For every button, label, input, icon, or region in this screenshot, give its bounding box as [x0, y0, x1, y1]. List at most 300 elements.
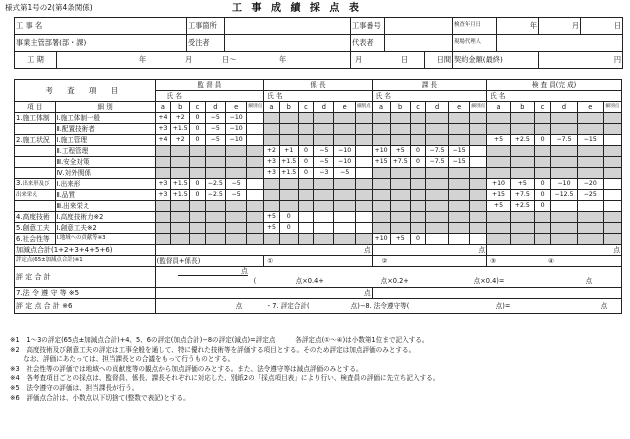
- item-category-label: 1.施工体制: [16, 113, 50, 122]
- manager-grade-cell: [390, 168, 410, 179]
- supervisor-grade-cell: [171, 223, 190, 234]
- chief-grade-cell: [314, 201, 334, 212]
- chief-grade-cell[interactable]: +5: [264, 212, 279, 223]
- manager-grade-c: c: [410, 102, 425, 113]
- eval-parts: (監督員+係長): [156, 256, 201, 265]
- manager-grade-cell[interactable]: +7.5: [390, 157, 410, 168]
- chief-score-cell: [355, 234, 372, 245]
- inspector-grade-cell: [487, 124, 511, 135]
- final-f2: 点)−8. 法令遵守等(: [350, 302, 410, 310]
- chief-grade-cell[interactable]: −5: [314, 157, 334, 168]
- inspect-month[interactable]: 月: [539, 18, 581, 35]
- chief-score-cell[interactable]: [355, 168, 372, 179]
- contract-amount-field[interactable]: 円: [539, 52, 623, 69]
- contractor-field[interactable]: [225, 35, 351, 52]
- supervisor-grade-cell: [225, 223, 246, 234]
- inspector-grade-cell: [551, 234, 577, 245]
- inspector-grade-e: e: [577, 102, 603, 113]
- inspector-grade-cell: [577, 201, 603, 212]
- chief-grade-cell: [314, 190, 334, 201]
- inspect-date-label: 検査年月日: [453, 18, 497, 35]
- manager-grade-cell: [372, 190, 390, 201]
- contractor-label: 受注者: [187, 35, 225, 52]
- supervisor-grade-cell: [171, 157, 190, 168]
- supervisor-grade-cell[interactable]: +3: [155, 179, 170, 190]
- representative-field[interactable]: [385, 35, 453, 52]
- item-category: [15, 157, 56, 168]
- manager-grade-cell: [448, 113, 469, 124]
- item-category-label: 6.社会性等: [16, 234, 50, 243]
- inspect-day[interactable]: 日: [581, 18, 623, 35]
- supervisor-grade-cell[interactable]: +3: [155, 190, 170, 201]
- chief-grade-cell: [264, 201, 279, 212]
- chief-grade-cell[interactable]: 0: [298, 157, 313, 168]
- manager-grade-cell: [426, 212, 449, 223]
- item-detail: Ⅱ.工程管理: [55, 146, 155, 157]
- manager-score-cell[interactable]: [470, 146, 487, 157]
- chief-grade-cell: [334, 234, 355, 245]
- supervisor-grade-cell: [155, 201, 170, 212]
- office-label: 事業主管部署(部・課): [15, 35, 187, 52]
- supervisor-score-cell: [247, 146, 264, 157]
- added-total-sv-chief[interactable]: 点: [155, 245, 372, 256]
- chief-grade-cell: [334, 223, 355, 234]
- chief-grade-d: d: [314, 102, 334, 113]
- inspector-grade-cell: [551, 157, 577, 168]
- inspector-score-cell[interactable]: [603, 135, 621, 146]
- manager-grade-cell: [372, 135, 390, 146]
- manager-grade-cell: [372, 223, 390, 234]
- manager-grade-cell: [426, 201, 449, 212]
- inspector-grade-cell: [551, 201, 577, 212]
- inspector-score-cell: [603, 234, 621, 245]
- circle-4: ④: [547, 256, 554, 265]
- inspector-score-cell: [603, 223, 621, 234]
- inspector-grade-cell: [534, 124, 551, 135]
- chief-grade-cell[interactable]: +3: [264, 168, 279, 179]
- inspector-grade-cell[interactable]: +15: [487, 190, 511, 201]
- inspector-grade-cell: [577, 168, 603, 179]
- inspect-year[interactable]: 年: [497, 18, 539, 35]
- chief-score-header: 細別点: [355, 102, 372, 113]
- manager-grade-cell: [410, 168, 425, 179]
- manager-grade-cell[interactable]: +15: [372, 157, 390, 168]
- inspector-grade-cell[interactable]: +5: [487, 201, 511, 212]
- manager-grade-cell[interactable]: −7.5: [426, 146, 449, 157]
- period-field[interactable]: [57, 52, 351, 69]
- manager-score-cell: [470, 168, 487, 179]
- period-start-year: 年: [139, 55, 147, 64]
- supervisor-grade-cell: [190, 234, 205, 245]
- manager-name-label: 氏 名: [375, 91, 391, 100]
- manager-grade-cell: [426, 190, 449, 201]
- chief-grade-cell: [264, 113, 279, 124]
- chief-grade-cell[interactable]: +3: [264, 157, 279, 168]
- supervisor-score-cell: [247, 223, 264, 234]
- period-label: 工 期: [15, 52, 57, 69]
- chief-grade-cell[interactable]: +5: [264, 223, 279, 234]
- inspector-grade-cell: [577, 223, 603, 234]
- chief-grade-cell: [298, 212, 313, 223]
- manager-grade-cell: [426, 223, 449, 234]
- inspector-grade-cell[interactable]: 0: [534, 135, 551, 146]
- inspector-score-cell[interactable]: [603, 179, 621, 190]
- inspector-grade-cell[interactable]: 0: [534, 190, 551, 201]
- inspector-grade-cell: [510, 212, 534, 223]
- chief-score-cell: [355, 113, 372, 124]
- period-end-day: 日: [401, 55, 409, 64]
- footnote: ※2 高度技術及び創意工夫の評定は工事全般を通して、特に優れた技術等を評価する項目とする。そのため評定は加点評価のみとする。: [10, 345, 416, 354]
- supervisor-grade-cell[interactable]: +1.5: [171, 190, 190, 201]
- manager-grade-cell[interactable]: +10: [372, 234, 390, 245]
- eval-calc-field[interactable]: [155, 267, 621, 288]
- item-detail: Ⅲ.安全対策: [55, 157, 155, 168]
- supervisor-score-cell: [247, 212, 264, 223]
- inspector-score-cell[interactable]: [603, 201, 621, 212]
- chief-grade-cell: [298, 135, 313, 146]
- manager-score-cell[interactable]: [470, 234, 487, 245]
- period-end-field[interactable]: [351, 52, 425, 69]
- eval-score-circle-1[interactable]: [264, 256, 372, 267]
- chief-grade-cell[interactable]: 0: [298, 146, 313, 157]
- chief-grade-cell[interactable]: −3: [314, 168, 334, 179]
- item-label: 項 目: [15, 102, 56, 113]
- item-category: [15, 168, 56, 179]
- manager-grade-cell[interactable]: +5: [390, 146, 410, 157]
- inspector-grade-cell: [487, 234, 511, 245]
- supervisor-grade-cell: [225, 201, 246, 212]
- added-total-label: 加減点合計(1+2+3+4+5+6): [15, 245, 156, 256]
- item-category: [15, 124, 56, 135]
- manager-grade-cell[interactable]: +10: [372, 146, 390, 157]
- supervisor-grade-cell[interactable]: +2: [171, 113, 190, 124]
- chief-grade-cell[interactable]: +2: [264, 146, 279, 157]
- supervisor-grade-cell[interactable]: 0: [190, 124, 205, 135]
- inspector-grade-cell: [534, 234, 551, 245]
- inspector-grade-cell: [551, 146, 577, 157]
- inspector-grade-cell[interactable]: −15: [577, 135, 603, 146]
- manager-grade-cell: [410, 135, 425, 146]
- supervisor-grade-cell[interactable]: 0: [190, 135, 205, 146]
- chief-grade-cell: [279, 201, 298, 212]
- manager-grade-cell: [426, 234, 449, 245]
- inspector-grade-cell: [534, 113, 551, 124]
- inspector-grade-cell: [510, 223, 534, 234]
- inspector-grade-cell[interactable]: +5: [510, 179, 534, 190]
- chief-grade-cell: [264, 190, 279, 201]
- supervisor-grade-cell: [205, 168, 225, 179]
- supervisor-name[interactable]: [155, 91, 264, 102]
- manager-grade-cell: [426, 135, 449, 146]
- supervisor-grade-cell[interactable]: −2.5: [205, 179, 225, 190]
- manager-grade-cell[interactable]: +5: [390, 234, 410, 245]
- supervisor-score-cell[interactable]: [247, 124, 264, 135]
- manager-score-cell[interactable]: [470, 157, 487, 168]
- header-table: [14, 17, 623, 69]
- supervisor-grade-cell: [205, 234, 225, 245]
- chief-grade-cell[interactable]: −10: [334, 146, 355, 157]
- inspector-grade-cell: [487, 223, 511, 234]
- supervisor-grade-cell: [171, 212, 190, 223]
- inspector-grade-a: a: [487, 102, 511, 113]
- chief-grade-cell: [264, 234, 279, 245]
- chief-grade-cell: [298, 124, 313, 135]
- inspector-grade-cell[interactable]: −12.5: [551, 190, 577, 201]
- chief-score-cell: [355, 135, 372, 146]
- inspector-grade-cell: [510, 157, 534, 168]
- manager-grade-cell[interactable]: −15: [448, 146, 469, 157]
- item-category-label: 4.高度技術: [16, 212, 50, 221]
- item-detail: Ⅰ.施工管理: [55, 135, 155, 146]
- chief-grade-cell[interactable]: +1: [279, 146, 298, 157]
- chief-grade-e: e: [334, 102, 355, 113]
- inspector-grade-cell[interactable]: +2.5: [510, 201, 534, 212]
- chief-grade-cell: [279, 113, 298, 124]
- item-category: [15, 212, 56, 223]
- manager-grade-cell: [410, 223, 425, 234]
- chief-grade-cell[interactable]: +1.5: [279, 168, 298, 179]
- chief-grade-cell: [298, 113, 313, 124]
- supervisor-grade-d: d: [205, 102, 225, 113]
- chief-grade-cell: [314, 234, 334, 245]
- manager-grade-cell: [410, 179, 425, 190]
- chief-grade-c: c: [298, 102, 313, 113]
- supervisor-grade-cell[interactable]: −5: [205, 113, 225, 124]
- chief-score-cell[interactable]: [355, 223, 372, 234]
- supervisor-grade-cell[interactable]: −5: [205, 135, 225, 146]
- manager-grade-b: b: [390, 102, 410, 113]
- supervisor-score-header: 細別点: [247, 102, 264, 113]
- item-category: [15, 179, 56, 190]
- inspector-grade-cell[interactable]: +7.5: [510, 190, 534, 201]
- chief-grade-cell[interactable]: −5: [334, 168, 355, 179]
- supervisor-grade-cell[interactable]: +1.5: [171, 179, 190, 190]
- period-end-month: 月: [355, 55, 363, 64]
- site-agent-label: 現場代理人: [453, 35, 497, 52]
- eval-score-manager[interactable]: [372, 256, 486, 267]
- manager-score-header: 細別点: [470, 102, 487, 113]
- manager-grade-cell: [410, 124, 425, 135]
- inspector-grade-cell: [551, 168, 577, 179]
- chief-grade-cell: [334, 113, 355, 124]
- chief-name-label: 氏 名: [267, 91, 283, 100]
- inspector-grade-cell: [510, 234, 534, 245]
- supervisor-grade-cell[interactable]: −10: [225, 113, 246, 124]
- manager-grade-cell: [390, 124, 410, 135]
- inspector-grade-cell[interactable]: −7.5: [551, 135, 577, 146]
- supervisor-grade-cell: [225, 157, 246, 168]
- supervisor-grade-b: b: [171, 102, 190, 113]
- manager-grade-cell: [390, 113, 410, 124]
- inspector-header: 検 査 員(完 成): [487, 80, 622, 91]
- inspector-grade-cell[interactable]: 0: [534, 179, 551, 190]
- eval-calc-label: 評 定 合 計: [15, 267, 156, 288]
- form-title: 工 事 成 績 採 点 表: [232, 3, 362, 14]
- manager-grade-cell: [390, 135, 410, 146]
- inspector-grade-cell: [510, 146, 534, 157]
- supervisor-grade-cell: [155, 223, 170, 234]
- chief-grade-cell: [334, 124, 355, 135]
- supervisor-grade-cell[interactable]: +2: [171, 135, 190, 146]
- chief-name[interactable]: [264, 91, 372, 102]
- item-detail: Ⅰ.地域への貢献等※3: [55, 234, 155, 245]
- manager-score-cell: [470, 135, 487, 146]
- manager-grade-cell[interactable]: 0: [410, 157, 425, 168]
- inspector-score-cell: [603, 212, 621, 223]
- supervisor-score-cell[interactable]: [247, 113, 264, 124]
- inspector-grade-cell: [534, 146, 551, 157]
- form-number: 様式第1号の2(第4条関係): [5, 3, 93, 12]
- chief-grade-cell[interactable]: 0: [298, 168, 313, 179]
- manager-grade-cell[interactable]: −15: [448, 157, 469, 168]
- added-total-inspector[interactable]: 点: [487, 245, 622, 256]
- supervisor-grade-cell[interactable]: −10: [225, 124, 246, 135]
- supervisor-grade-cell[interactable]: −5: [205, 124, 225, 135]
- item-detail: Ⅰ.高度技術力※2: [55, 212, 155, 223]
- supervisor-grade-cell[interactable]: 0: [190, 190, 205, 201]
- inspector-grade-cell[interactable]: +5: [487, 135, 511, 146]
- inspector-grade-cell: [577, 146, 603, 157]
- inspector-score-cell[interactable]: [603, 190, 621, 201]
- supervisor-grade-cell: [155, 212, 170, 223]
- eval-score-label: 評定点(65±加減点合計)※1: [15, 256, 156, 267]
- inspector-grade-cell[interactable]: +10: [487, 179, 511, 190]
- chief-score-cell[interactable]: [355, 146, 372, 157]
- manager-grade-cell: [410, 212, 425, 223]
- chief-grade-cell: [314, 135, 334, 146]
- final-field[interactable]: [155, 299, 621, 314]
- inspector-grade-cell: [577, 212, 603, 223]
- manager-grade-cell[interactable]: 0: [410, 234, 425, 245]
- chief-grade-cell: [298, 179, 313, 190]
- supervisor-grade-cell[interactable]: +4: [155, 113, 170, 124]
- calc-term-2: 点×0.2+: [380, 277, 409, 285]
- chief-grade-cell[interactable]: −10: [334, 157, 355, 168]
- supervisor-grade-cell[interactable]: +1.5: [171, 124, 190, 135]
- site-agent-field[interactable]: [497, 35, 623, 52]
- manager-grade-cell[interactable]: −7.5: [426, 157, 449, 168]
- chief-grade-cell[interactable]: 0: [279, 223, 298, 234]
- inspector-grade-cell: [487, 212, 511, 223]
- manager-grade-cell: [390, 179, 410, 190]
- supervisor-grade-cell: [190, 168, 205, 179]
- chief-grade-cell: [298, 223, 313, 234]
- manager-grade-cell: [426, 168, 449, 179]
- contract-amount-label: 契約金額(最終): [453, 52, 539, 69]
- chief-grade-cell: [298, 234, 313, 245]
- chief-grade-cell: [334, 179, 355, 190]
- supervisor-score-cell: [247, 168, 264, 179]
- work-location-field[interactable]: [225, 18, 351, 35]
- supervisor-grade-cell[interactable]: 0: [190, 179, 205, 190]
- eval-score-sv[interactable]: [155, 256, 264, 267]
- manager-score-cell: [470, 124, 487, 135]
- manager-grade-cell: [372, 168, 390, 179]
- chief-score-cell[interactable]: [355, 157, 372, 168]
- supervisor-grade-cell: [225, 212, 246, 223]
- footnote: ※5 法令遵守の評価は、担当課長が行う。: [10, 383, 139, 392]
- inspector-grade-cell[interactable]: −20: [577, 179, 603, 190]
- manager-grade-cell: [448, 168, 469, 179]
- supervisor-grade-cell[interactable]: +4: [155, 135, 170, 146]
- item-category: [15, 113, 56, 124]
- manager-grade-cell: [448, 190, 469, 201]
- inspector-grade-cell: [487, 157, 511, 168]
- inspector-grade-cell[interactable]: +2.5: [510, 135, 534, 146]
- item-category: [15, 234, 56, 245]
- manager-score-cell: [470, 223, 487, 234]
- supervisor-grade-cell[interactable]: −5: [225, 190, 246, 201]
- inspector-grade-cell[interactable]: −25: [577, 190, 603, 201]
- chief-grade-cell: [264, 135, 279, 146]
- added-total-manager[interactable]: 点: [372, 245, 486, 256]
- final-pt: 点: [235, 302, 243, 310]
- law-blank: [372, 288, 621, 299]
- manager-grade-cell[interactable]: 0: [410, 146, 425, 157]
- supervisor-grade-cell[interactable]: −2.5: [205, 190, 225, 201]
- chief-grade-b: b: [279, 102, 298, 113]
- chief-header: 係 長: [264, 80, 372, 91]
- supervisor-grade-cell: [225, 168, 246, 179]
- inspector-grade-cell[interactable]: 0: [534, 201, 551, 212]
- inspector-grade-cell: [551, 124, 577, 135]
- item-category: [15, 146, 56, 157]
- law-field[interactable]: 点: [155, 288, 372, 299]
- manager-grade-cell: [448, 223, 469, 234]
- chief-grade-cell[interactable]: +1.5: [279, 157, 298, 168]
- eval-calc-total: 点: [178, 268, 248, 276]
- chief-grade-cell: [279, 190, 298, 201]
- supervisor-grade-cell: [155, 157, 170, 168]
- chief-grade-cell: [334, 212, 355, 223]
- chief-score-cell: [355, 124, 372, 135]
- manager-score-cell: [470, 212, 487, 223]
- manager-grade-cell: [426, 124, 449, 135]
- law-label: 7.法 令 遵 守 等 ※5: [15, 288, 156, 299]
- supervisor-grade-a: a: [155, 102, 170, 113]
- eval-score-inspector[interactable]: [487, 256, 622, 267]
- supervisor-grade-cell: [155, 146, 170, 157]
- chief-grade-cell[interactable]: −5: [314, 146, 334, 157]
- supervisor-grade-cell[interactable]: −10: [225, 135, 246, 146]
- supervisor-score-cell[interactable]: [247, 190, 264, 201]
- manager-name[interactable]: [372, 91, 486, 102]
- chief-score-cell: [355, 179, 372, 190]
- item-category-label: 3.: [16, 179, 23, 188]
- chief-grade-cell[interactable]: 0: [279, 212, 298, 223]
- manager-grade-d: d: [426, 102, 449, 113]
- circle-3: ③: [490, 256, 496, 265]
- supervisor-grade-cell[interactable]: 0: [190, 113, 205, 124]
- item-category: [15, 135, 56, 146]
- work-number-field[interactable]: [385, 18, 453, 35]
- inspector-grade-cell[interactable]: −10: [551, 179, 577, 190]
- item-detail: Ⅲ.出来栄え: [55, 201, 155, 212]
- supervisor-score-cell[interactable]: [247, 179, 264, 190]
- chief-grade-cell: [279, 179, 298, 190]
- calc-open: (: [253, 277, 257, 285]
- manager-grade-cell: [448, 234, 469, 245]
- item-header: 考 査 項 目: [15, 80, 156, 102]
- supervisor-score-cell[interactable]: [247, 135, 264, 146]
- supervisor-grade-cell[interactable]: +3: [155, 124, 170, 135]
- supervisor-grade-cell[interactable]: −5: [225, 179, 246, 190]
- inspector-name[interactable]: [487, 91, 622, 102]
- chief-score-cell[interactable]: [355, 212, 372, 223]
- supervisor-grade-cell: [190, 201, 205, 212]
- final-f4: 点: [600, 302, 608, 310]
- manager-grade-cell: [448, 179, 469, 190]
